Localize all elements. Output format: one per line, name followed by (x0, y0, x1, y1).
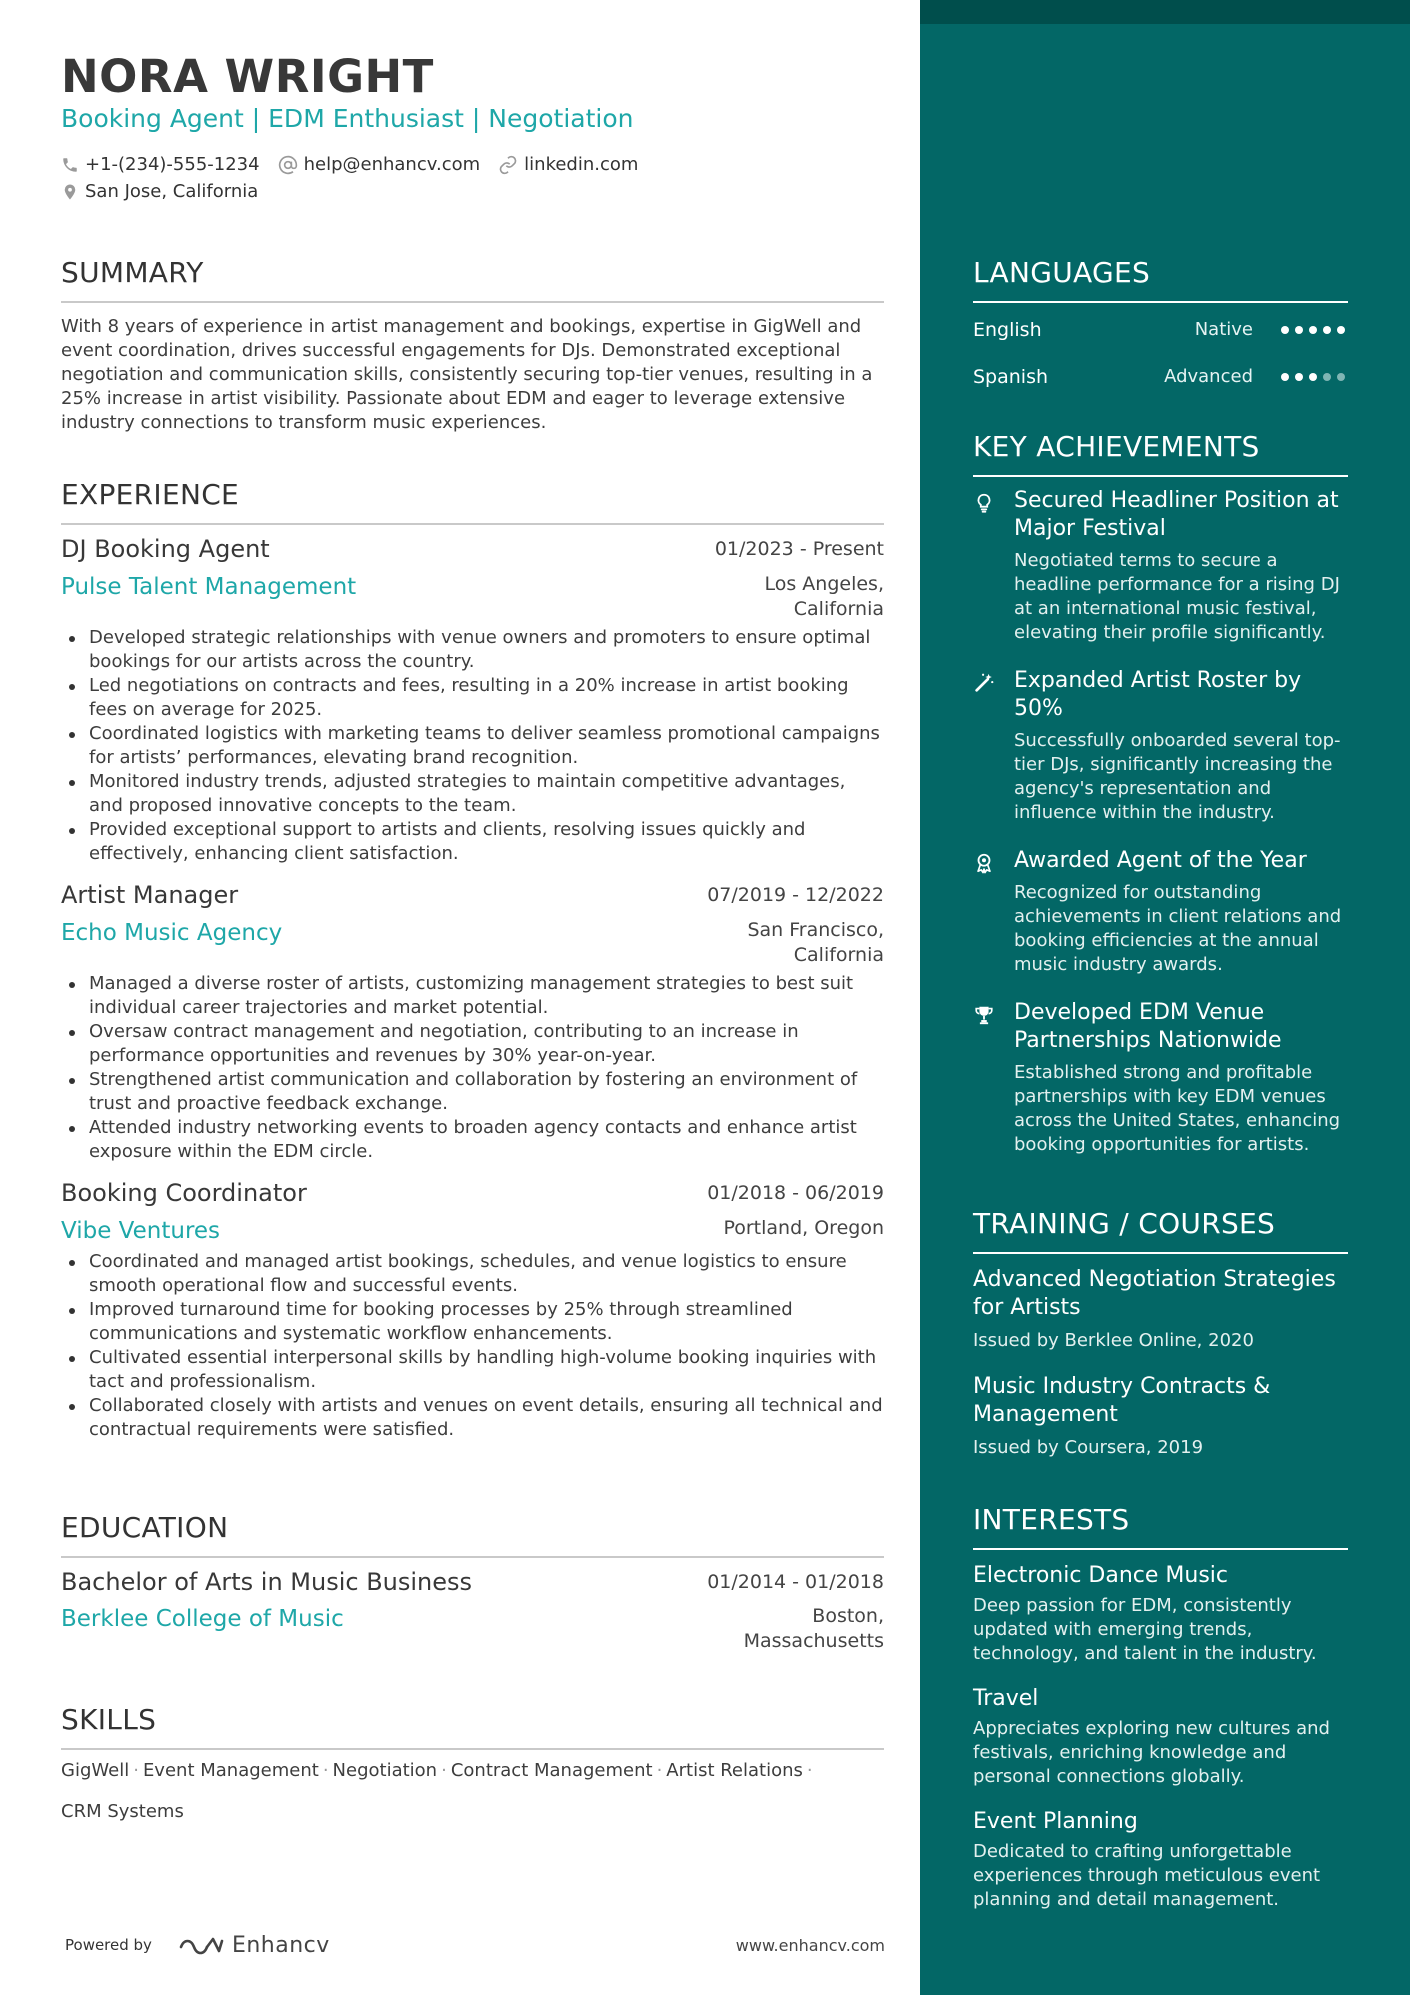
location-region: California (793, 598, 884, 620)
enhancv-logo-icon (178, 1933, 224, 1957)
interest-item (973, 1685, 1348, 1789)
experience-section (61, 477, 884, 1442)
language-row (973, 306, 1348, 353)
achievement-description: Negotiated terms to secure a headline performance for a rising DJ at an international music festival, elevating their profile significantly. (1014, 550, 1340, 643)
section-divider (61, 523, 884, 525)
job-location (714, 918, 884, 968)
experience-heading: EXPERIENCE (61, 478, 240, 511)
section-divider (973, 475, 1348, 477)
phone-text: +1-(234)-555-1234 (85, 154, 260, 175)
phone-icon (61, 156, 79, 174)
interests-section (973, 1502, 1348, 1912)
interest-description: Deep passion for EDM, consistently updated with emerging trends, technology, and talent in the industry. (973, 1595, 1317, 1664)
section-divider (973, 1548, 1348, 1550)
skill-item: Event Management (142, 1760, 319, 1781)
email-text: help@enhancv.com (303, 154, 481, 175)
company-name: Vibe Ventures (61, 1218, 221, 1244)
website-link[interactable]: www.enhancv.com (735, 1935, 885, 1955)
section-divider (973, 1252, 1348, 1254)
course-title: Music Industry Contracts & Management (973, 1374, 1271, 1427)
interest-item (973, 1808, 1348, 1912)
achievement-title: Awarded Agent of the Year (1014, 848, 1307, 873)
training-heading: TRAINING / COURSES (973, 1207, 1276, 1240)
skill-item: GigWell (61, 1760, 130, 1781)
location-region: Massachusetts (743, 1630, 884, 1652)
skill-item: Contract Management (450, 1760, 653, 1781)
location-city: Los Angeles, (764, 573, 884, 595)
job-bullet: Strengthened artist communication and collaboration by fostering an environment of trust and proactive feedback exchange. (61, 1068, 884, 1116)
job-bullet: Collaborated closely with artists and venues on event details, ensuring all technical and contractual requirements were satisfied. (61, 1394, 884, 1442)
job-location (714, 572, 884, 622)
rating-dot (1309, 326, 1317, 334)
education-section (61, 1510, 884, 1654)
job-bullet: Developed strategic relationships with venue owners and promoters to ensure optimal bookings for our artists across the country. (61, 626, 884, 674)
rating-dot (1337, 373, 1345, 381)
job-location (714, 1216, 884, 1241)
achievements-section (973, 429, 1348, 1157)
location-pin-icon (61, 182, 79, 202)
interest-description: Dedicated to crafting unforgettable experiences through meticulous event planning and detail management. (973, 1841, 1321, 1910)
education-location (714, 1604, 884, 1654)
degree-title: Bachelor of Arts in Music Business (61, 1568, 473, 1596)
interests-heading: INTERESTS (973, 1503, 1130, 1536)
achievement-item (973, 999, 1348, 1157)
achievement-title: Developed EDM Venue Partnerships Nationwide (1014, 1000, 1282, 1053)
education-heading: EDUCATION (61, 1511, 229, 1544)
job-bullet: Improved turnaround time for booking processes by 25% through streamlined communications and systematic workflow enhancements. (61, 1298, 884, 1346)
location-city: Boston, (812, 1605, 884, 1627)
at-sign-icon (278, 155, 298, 175)
job-bullet: Provided exceptional support to artists and clients, resolving issues quickly and effectively, enhancing client satisfaction. (61, 818, 884, 866)
education-dates: 01/2014 - 01/2018 (707, 1571, 884, 1593)
enhancv-brand-text: Enhancv (231, 1932, 330, 1958)
language-name: Spanish (973, 365, 1049, 388)
job-entry (61, 879, 884, 1164)
rating-dot (1323, 373, 1331, 381)
achievement-item (973, 487, 1348, 645)
job-bullet: Attended industry networking events to broaden agency contacts and enhance artist exposure within the EDM circle. (61, 1116, 884, 1164)
interest-title: Electronic Dance Music (973, 1563, 1229, 1588)
section-divider (61, 301, 884, 303)
achievement-item (973, 667, 1348, 825)
link-icon (498, 155, 518, 175)
job-bullet: Monitored industry trends, adjusted strategies to maintain competitive advantages, and proposed innovative concepts to the team. (61, 770, 884, 818)
job-dates: 07/2019 - 12/2022 (707, 884, 884, 906)
skill-item: Artist Relations (666, 1760, 803, 1781)
resume-sidebar (920, 0, 1410, 1995)
languages-section (973, 255, 1348, 400)
job-title: DJ Booking Agent (61, 535, 270, 563)
powered-by-label: Powered by (65, 1936, 152, 1954)
lightbulb-icon (973, 491, 995, 515)
language-rating (1275, 373, 1345, 381)
location-region: California (793, 944, 884, 966)
language-level: Native (1194, 319, 1253, 340)
award-medal-icon (973, 851, 995, 875)
phone-contact[interactable] (61, 154, 260, 175)
company-name: Echo Music Agency (61, 920, 283, 946)
rating-dot (1309, 373, 1317, 381)
job-bullet: Coordinated logistics with marketing teams to deliver seamless promotional campaigns for artists’ performances, elevating brand recognition. (61, 722, 884, 770)
achievements-heading: KEY ACHIEVEMENTS (973, 430, 1260, 463)
email-contact[interactable] (278, 154, 481, 175)
job-bullets (61, 626, 884, 866)
interest-description: Appreciates exploring new cultures and festivals, enriching knowledge and personal connections globally. (973, 1718, 1330, 1787)
contact-info (61, 151, 656, 205)
location-text: San Jose, California (85, 181, 259, 202)
course-item (973, 1373, 1348, 1460)
location-city: Portland, Oregon (723, 1217, 884, 1239)
location-contact (61, 181, 258, 202)
summary-heading: SUMMARY (61, 256, 204, 289)
candidate-name: NORA WRIGHT (61, 50, 434, 103)
skills-heading: SKILLS (61, 1703, 157, 1736)
languages-heading: LANGUAGES (973, 256, 1151, 289)
job-bullets (61, 972, 884, 1164)
job-bullet: Oversaw contract management and negotiation, contributing to an increase in performance opportunities and revenues by 30% year-on-year. (61, 1020, 884, 1068)
language-level: Advanced (1164, 366, 1253, 387)
section-divider (973, 301, 1348, 303)
company-name: Pulse Talent Management (61, 574, 357, 600)
skills-list: GigWell · Event Management · Negotiation · Contract Management · Artist Relations · CRM Systems (61, 1760, 813, 1822)
skill-item: CRM Systems (61, 1801, 184, 1822)
achievement-item (973, 847, 1348, 977)
achievement-description: Established strong and profitable partnerships with key EDM venues across the United States, enhancing booking opportunities for artists. (1014, 1062, 1341, 1155)
course-title: Advanced Negotiation Strategies for Artists (973, 1267, 1336, 1320)
job-entry (61, 1177, 884, 1442)
achievement-title: Secured Headliner Position at Major Festival (1014, 488, 1339, 541)
job-bullet: Managed a diverse roster of artists, customizing management strategies to best suit individual career trajectories and market potential. (61, 972, 884, 1020)
job-title: Booking Coordinator (61, 1179, 307, 1207)
sidebar-top-bar (920, 0, 1410, 24)
course-issuer: Issued by Coursera, 2019 (973, 1437, 1204, 1458)
language-name: English (973, 318, 1042, 341)
summary-section (61, 255, 884, 435)
interest-title: Travel (973, 1686, 1039, 1711)
course-item (973, 1266, 1348, 1353)
rating-dot (1281, 326, 1289, 334)
job-entry (61, 533, 884, 866)
skill-item: Negotiation (332, 1760, 438, 1781)
interest-title: Event Planning (973, 1809, 1138, 1834)
interest-item (973, 1562, 1348, 1666)
course-issuer: Issued by Berklee Online, 2020 (973, 1330, 1254, 1351)
linkedin-contact[interactable] (498, 154, 638, 175)
school-name: Berklee College of Music (61, 1606, 344, 1632)
trophy-icon (973, 1003, 995, 1027)
job-dates: 01/2023 - Present (714, 538, 884, 560)
job-title: Artist Manager (61, 881, 239, 909)
achievement-description: Successfully onboarded several top-tier DJs, significantly increasing the agency's representation and influence within the industry. (1014, 730, 1341, 823)
job-dates: 01/2018 - 06/2019 (707, 1182, 884, 1204)
skills-section (61, 1702, 884, 1832)
job-bullet: Led negotiations on contracts and fees, resulting in a 20% increase in artist booking fees on average for 2025. (61, 674, 884, 722)
education-entry (61, 1566, 884, 1654)
job-bullet: Cultivated essential interpersonal skills by handling high-volume booking inquiries with tact and professionalism. (61, 1346, 884, 1394)
summary-text: With 8 years of experience in artist management and bookings, expertise in GigWell and event coordination, drives successful engagements for DJs. Demonstrated exceptional negotiation and communication skills, consistently securing top-tier venues, resulting in a 25% increase in artist visibility. Passionate about EDM and eager to leverage extensive industry connections to transform music experiences. (61, 316, 873, 433)
rating-dot (1295, 373, 1303, 381)
section-divider (61, 1556, 884, 1558)
language-row (973, 353, 1348, 400)
enhancv-logo[interactable] (178, 1933, 330, 1958)
linkedin-text: linkedin.com (524, 154, 639, 175)
language-rating (1275, 326, 1345, 334)
candidate-tagline: Booking Agent | EDM Enthusiast | Negotiation (61, 104, 634, 133)
achievement-description: Recognized for outstanding achievements in client relations and booking efficiencies at the annual music industry awards. (1014, 882, 1342, 975)
magic-wand-icon (973, 671, 995, 695)
resume-footer (65, 1930, 885, 1960)
achievement-title: Expanded Artist Roster by 50% (1014, 668, 1302, 721)
training-section (973, 1206, 1348, 1460)
rating-dot (1337, 326, 1345, 334)
job-bullets (61, 1250, 884, 1442)
job-bullet: Coordinated and managed artist bookings, schedules, and venue logistics to ensure smooth operational flow and successful events. (61, 1250, 884, 1298)
location-city: San Francisco, (747, 919, 884, 941)
rating-dot (1295, 326, 1303, 334)
rating-dot (1281, 373, 1289, 381)
rating-dot (1323, 326, 1331, 334)
